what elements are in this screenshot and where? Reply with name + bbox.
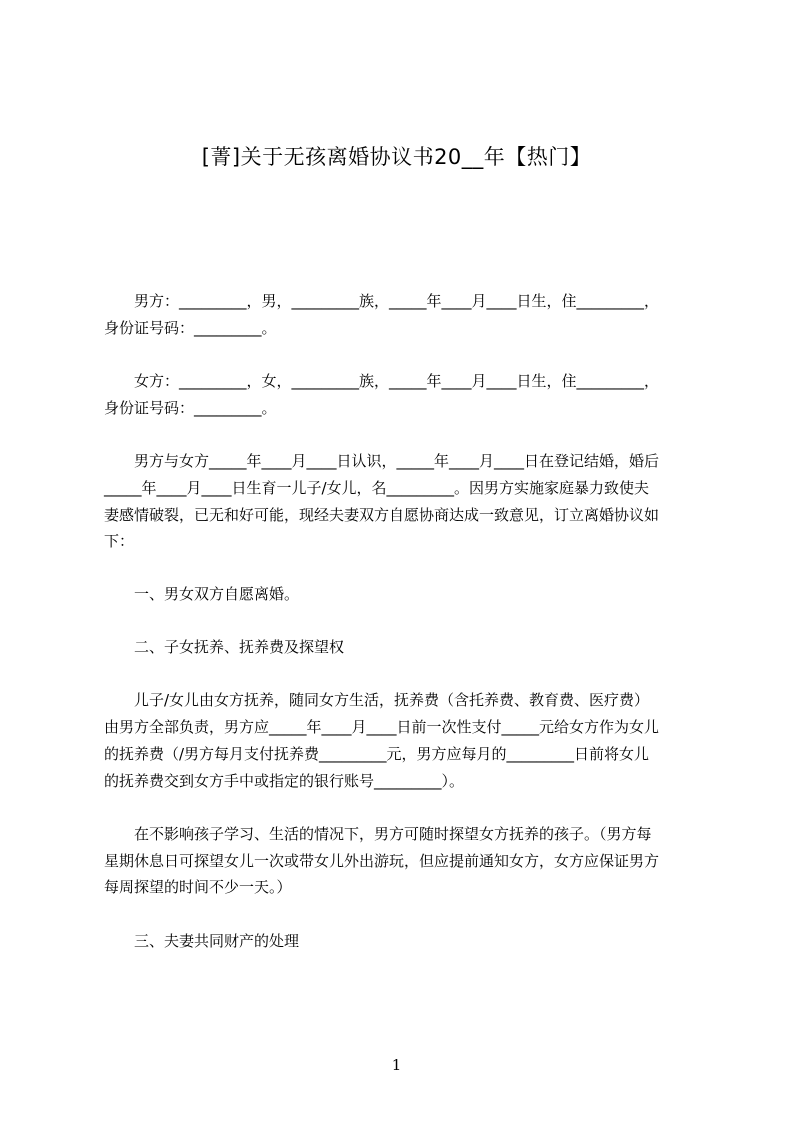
clause-1-line: 一、男女双方自愿离婚。 [104,585,300,603]
intro-line-1: 男方与女方_____年____月____日认识，_____年____月____日在登记结婚，婚后 [104,452,660,470]
male-party-line-1: 男方：_________，男，_________族，_____年____月____日生，住_________， [104,292,660,310]
female-party-line-1: 女方：_________，女，_________族，_____年____月____日生，住_________， [104,372,660,390]
document-title: [菁]关于无孩离婚协议书20__年【热门】 [201,145,592,169]
male-party-line-2: 身份证号码：_________。 [104,319,277,337]
intro-line-4: 下： [104,532,135,550]
intro-line-3: 妻感情破裂，已无和好可能，现经夫妻双方自愿协商达成一致意见，订立离婚协议如 [104,506,660,524]
support-line-1: 儿子/女儿由女方抚养，随同女方生活，抚养费（含托养费、教育费、医疗费） [104,691,650,709]
page-number: 1 [391,1056,402,1074]
visitation-line-2: 星期休息日可探望女儿一次或带女儿外出游玩，但应提前通知女方，女方应保证男方 [104,852,660,870]
clause-2-heading: 二、子女抚养、抚养费及探望权 [104,638,345,656]
intro-line-2: _____年____月____日生育一儿子/女儿，名_________。因男方实施家庭暴力致使夫 [104,479,650,497]
visitation-line-1: 在不影响孩子学习、生活的情况下，男方可随时探望女方抚养的孩子。（男方每 [104,825,652,843]
support-line-4: 的抚养费交到女方手中或指定的银行账号_________）。 [104,772,465,790]
support-line-2: 由男方全部负责，男方应_____年____月____日前一次性支付_____元给女方作为女儿 [104,718,660,736]
support-line-3: 的抚养费（/男方每月支付抚养费_________元，男方应每月的_________日前将女儿 [104,745,650,763]
female-party-line-2: 身份证号码：_________。 [104,399,277,417]
visitation-line-3: 每周探望的时间不少一天。） [104,878,292,896]
clause-3-heading: 三、夫妻共同财产的处理 [104,932,300,950]
